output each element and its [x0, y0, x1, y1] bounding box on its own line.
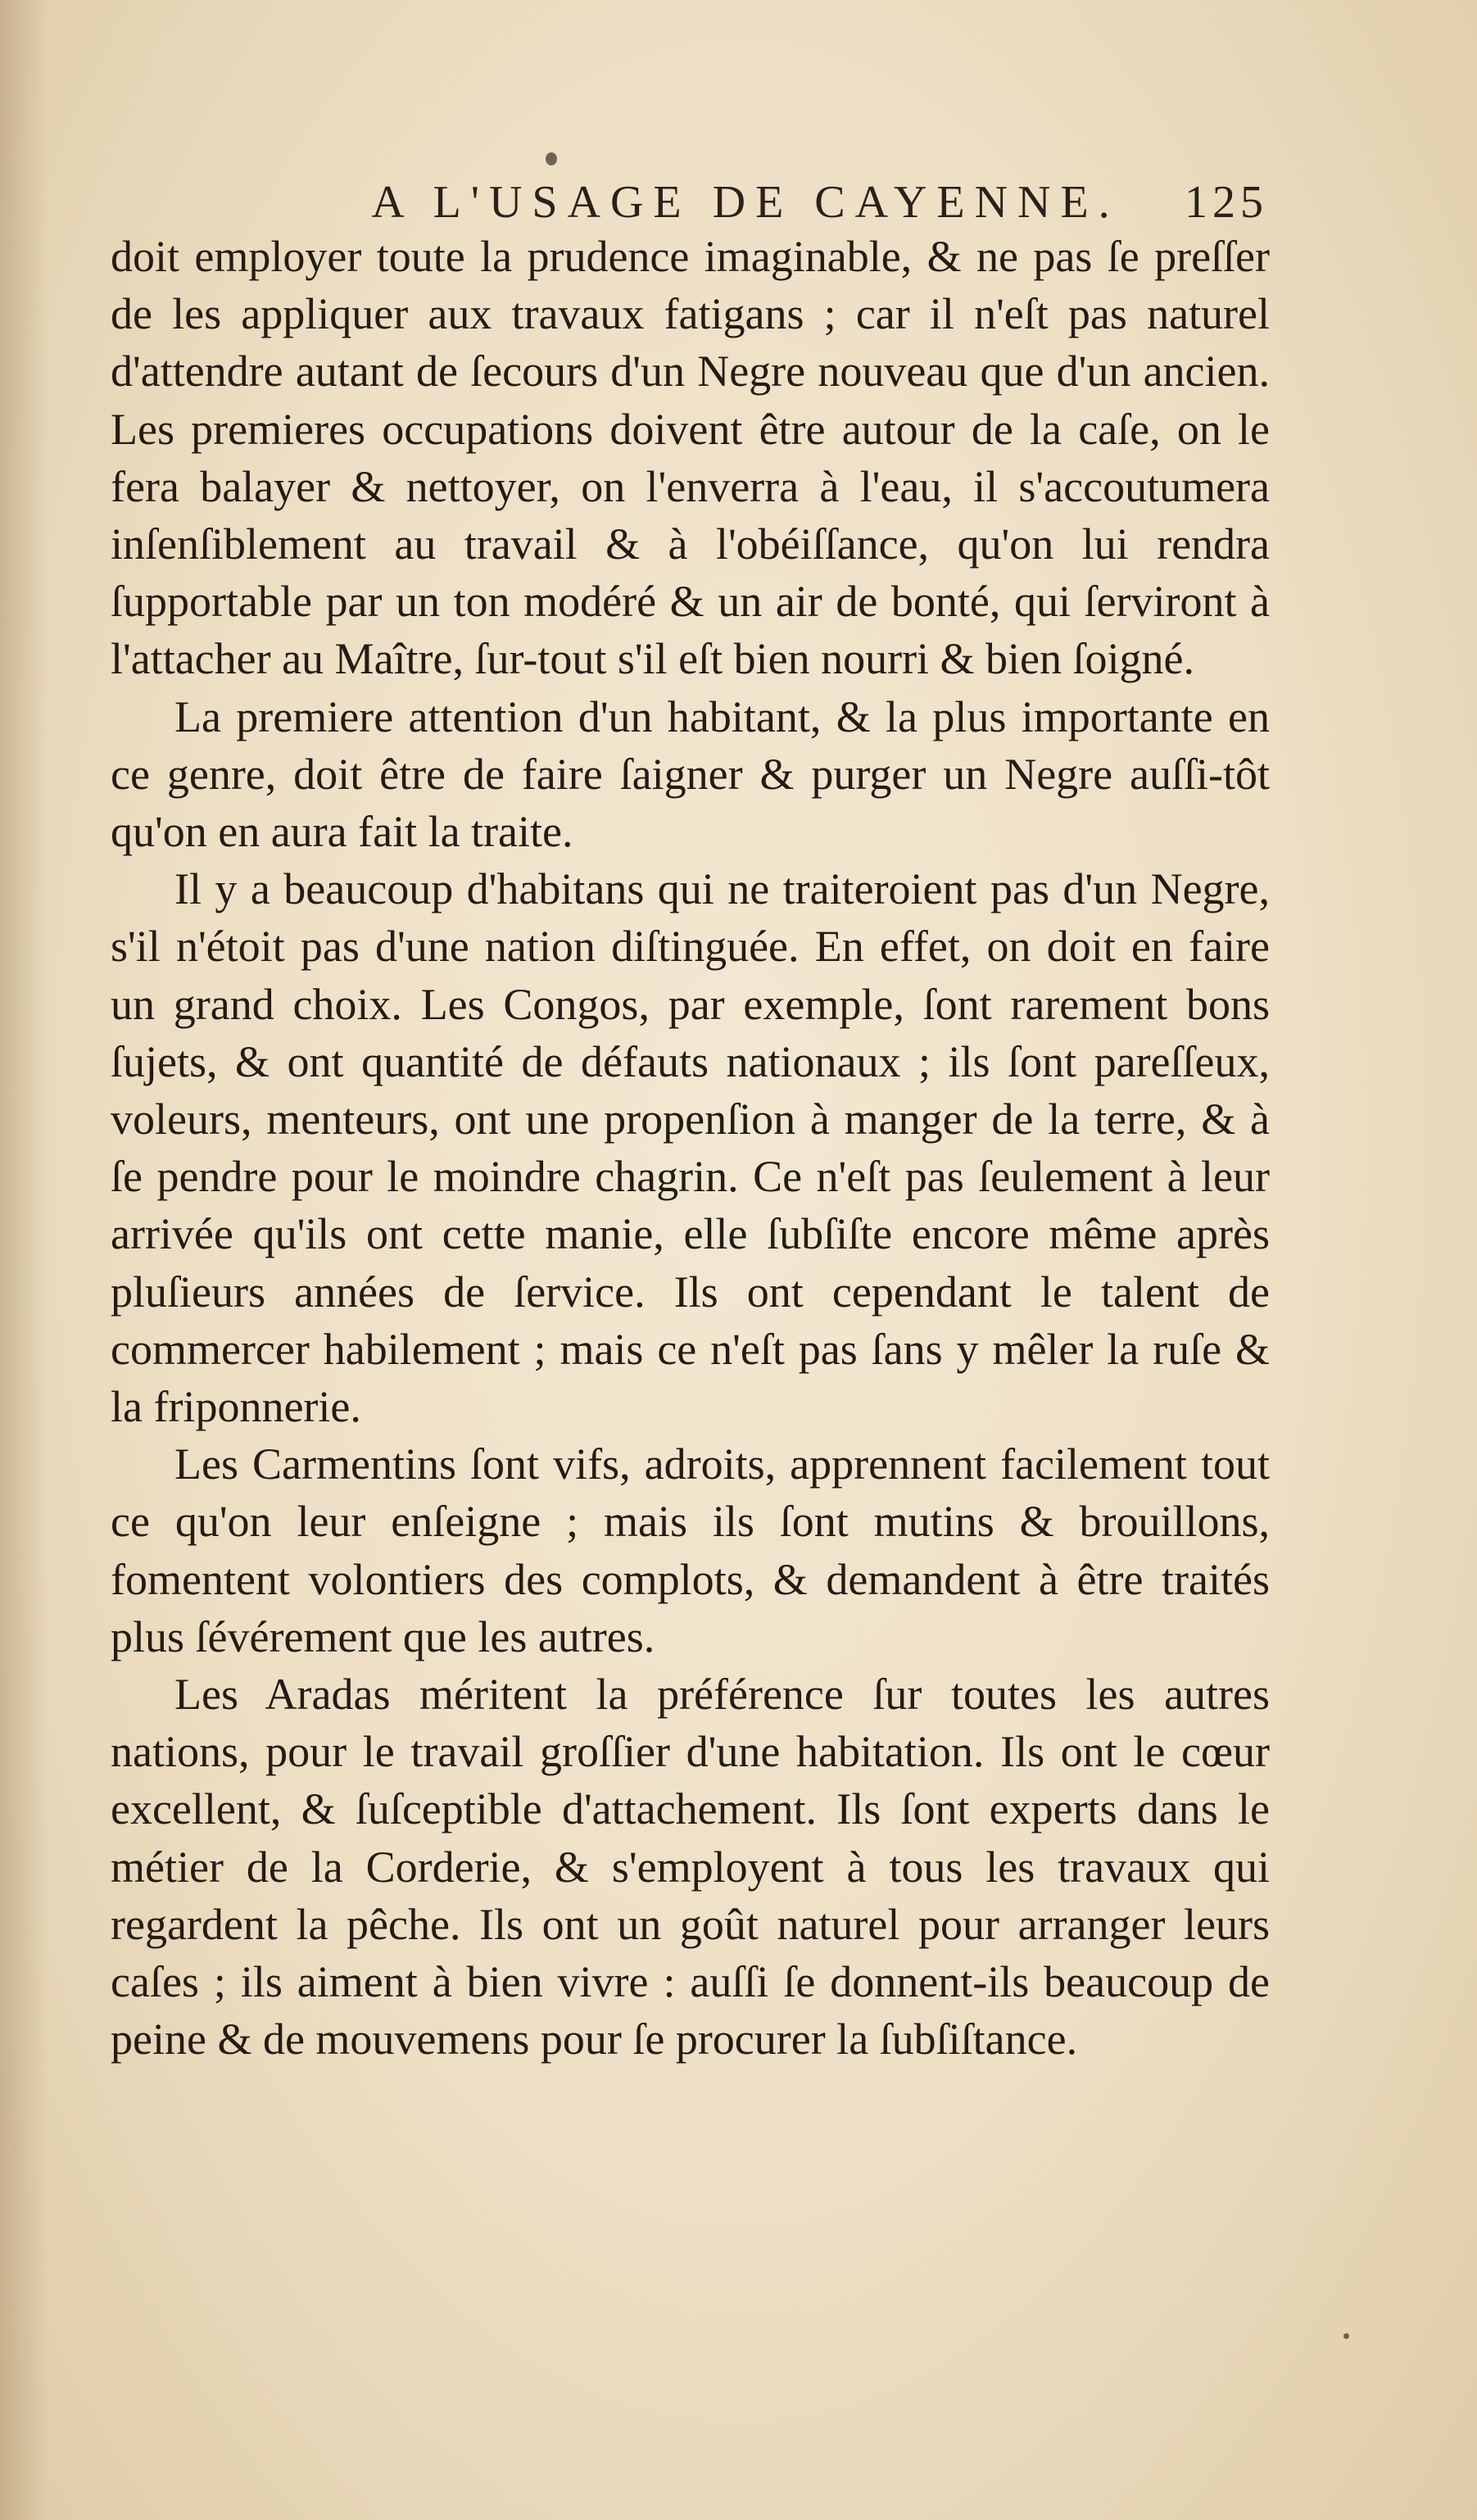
paragraph: Les Aradas méritent la préférence ſur toutes les autres nations, pour le travail groſſier d'une habitation. Ils ont le cœur excellent, & ſuſceptible d'attachement. Ils ſont experts dans le métier de la Corderie, & s'employent à tous les travaux qui regardent la pêche. Ils ont un goût naturel pour arranger leurs caſes ; ils aiment à bien vivre : auſſi ſe donnent-ils beaucoup de peine & de mouvemens pour ſe procurer la ſubſiſtance. — [111, 1670, 1270, 2064]
page-edge-shadow — [0, 0, 49, 2520]
ink-speck — [546, 152, 557, 165]
paragraph: La premiere attention d'un habitant, & la plus importante en ce genre, doit être de faire ſaigner & purger un Negre auſſi-tôt qu'on en aura fait la traite. — [111, 691, 1270, 857]
page-number: 125 — [1185, 177, 1268, 228]
ink-speck — [1343, 2333, 1349, 2339]
paragraph: Il y a beaucoup d'habitans qui ne traiteroient pas d'un Negre, s'il n'étoit pas d'une nation diſtinguée. En effet, on doit en faire un grand choix. Les Congos, par exemple, ſont rarement bons ſujets, & ont quantité de défauts nationaux ; ils ſont pareſſeux, voleurs, menteurs, ont une propenſion à manger de la terre, & à ſe pendre pour le moindre chagrin. Ce n'eſt pas ſeulement à leur arrivée qu'ils ont cette manie, elle ſubſiſte encore même après pluſieurs années de ſervice. Ils ont cependant le talent de commercer habilement ; mais ce n'eſt pas ſans y mêler la ruſe & la friponnerie. — [111, 864, 1270, 1432]
paragraph: doit employer toute la prudence imaginable, & ne pas ſe preſſer de les appliquer aux travaux fatigans ; car il n'eſt pas naturel d'attendre autant de ſecours d'un Negre nouveau que d'un ancien. Les premieres occupations doivent être autour de la caſe, on le fera balayer & nettoyer, on l'enverra à l'eau, il s'accoutumera inſenſiblement au travail & à l'obéiſſance, qu'on lui rendra ſupportable par un ton modéré & un air de bonté, qui ſerviront à l'attacher au Maître, ſur-tout s'il eſt bien nourri & bien ſoigné. — [111, 232, 1270, 684]
running-title: A L'USAGE DE CAYENNE. — [371, 177, 1120, 228]
body-text — [111, 228, 1270, 2069]
paragraph: Les Carmentins ſont vifs, adroits, apprennent facilement tout ce qu'on leur enſeigne ; mais ils ſont mutins & brouillons, fomentent volontiers des complots, & demandent à être traités plus ſévérement que les autres. — [111, 1439, 1270, 1661]
